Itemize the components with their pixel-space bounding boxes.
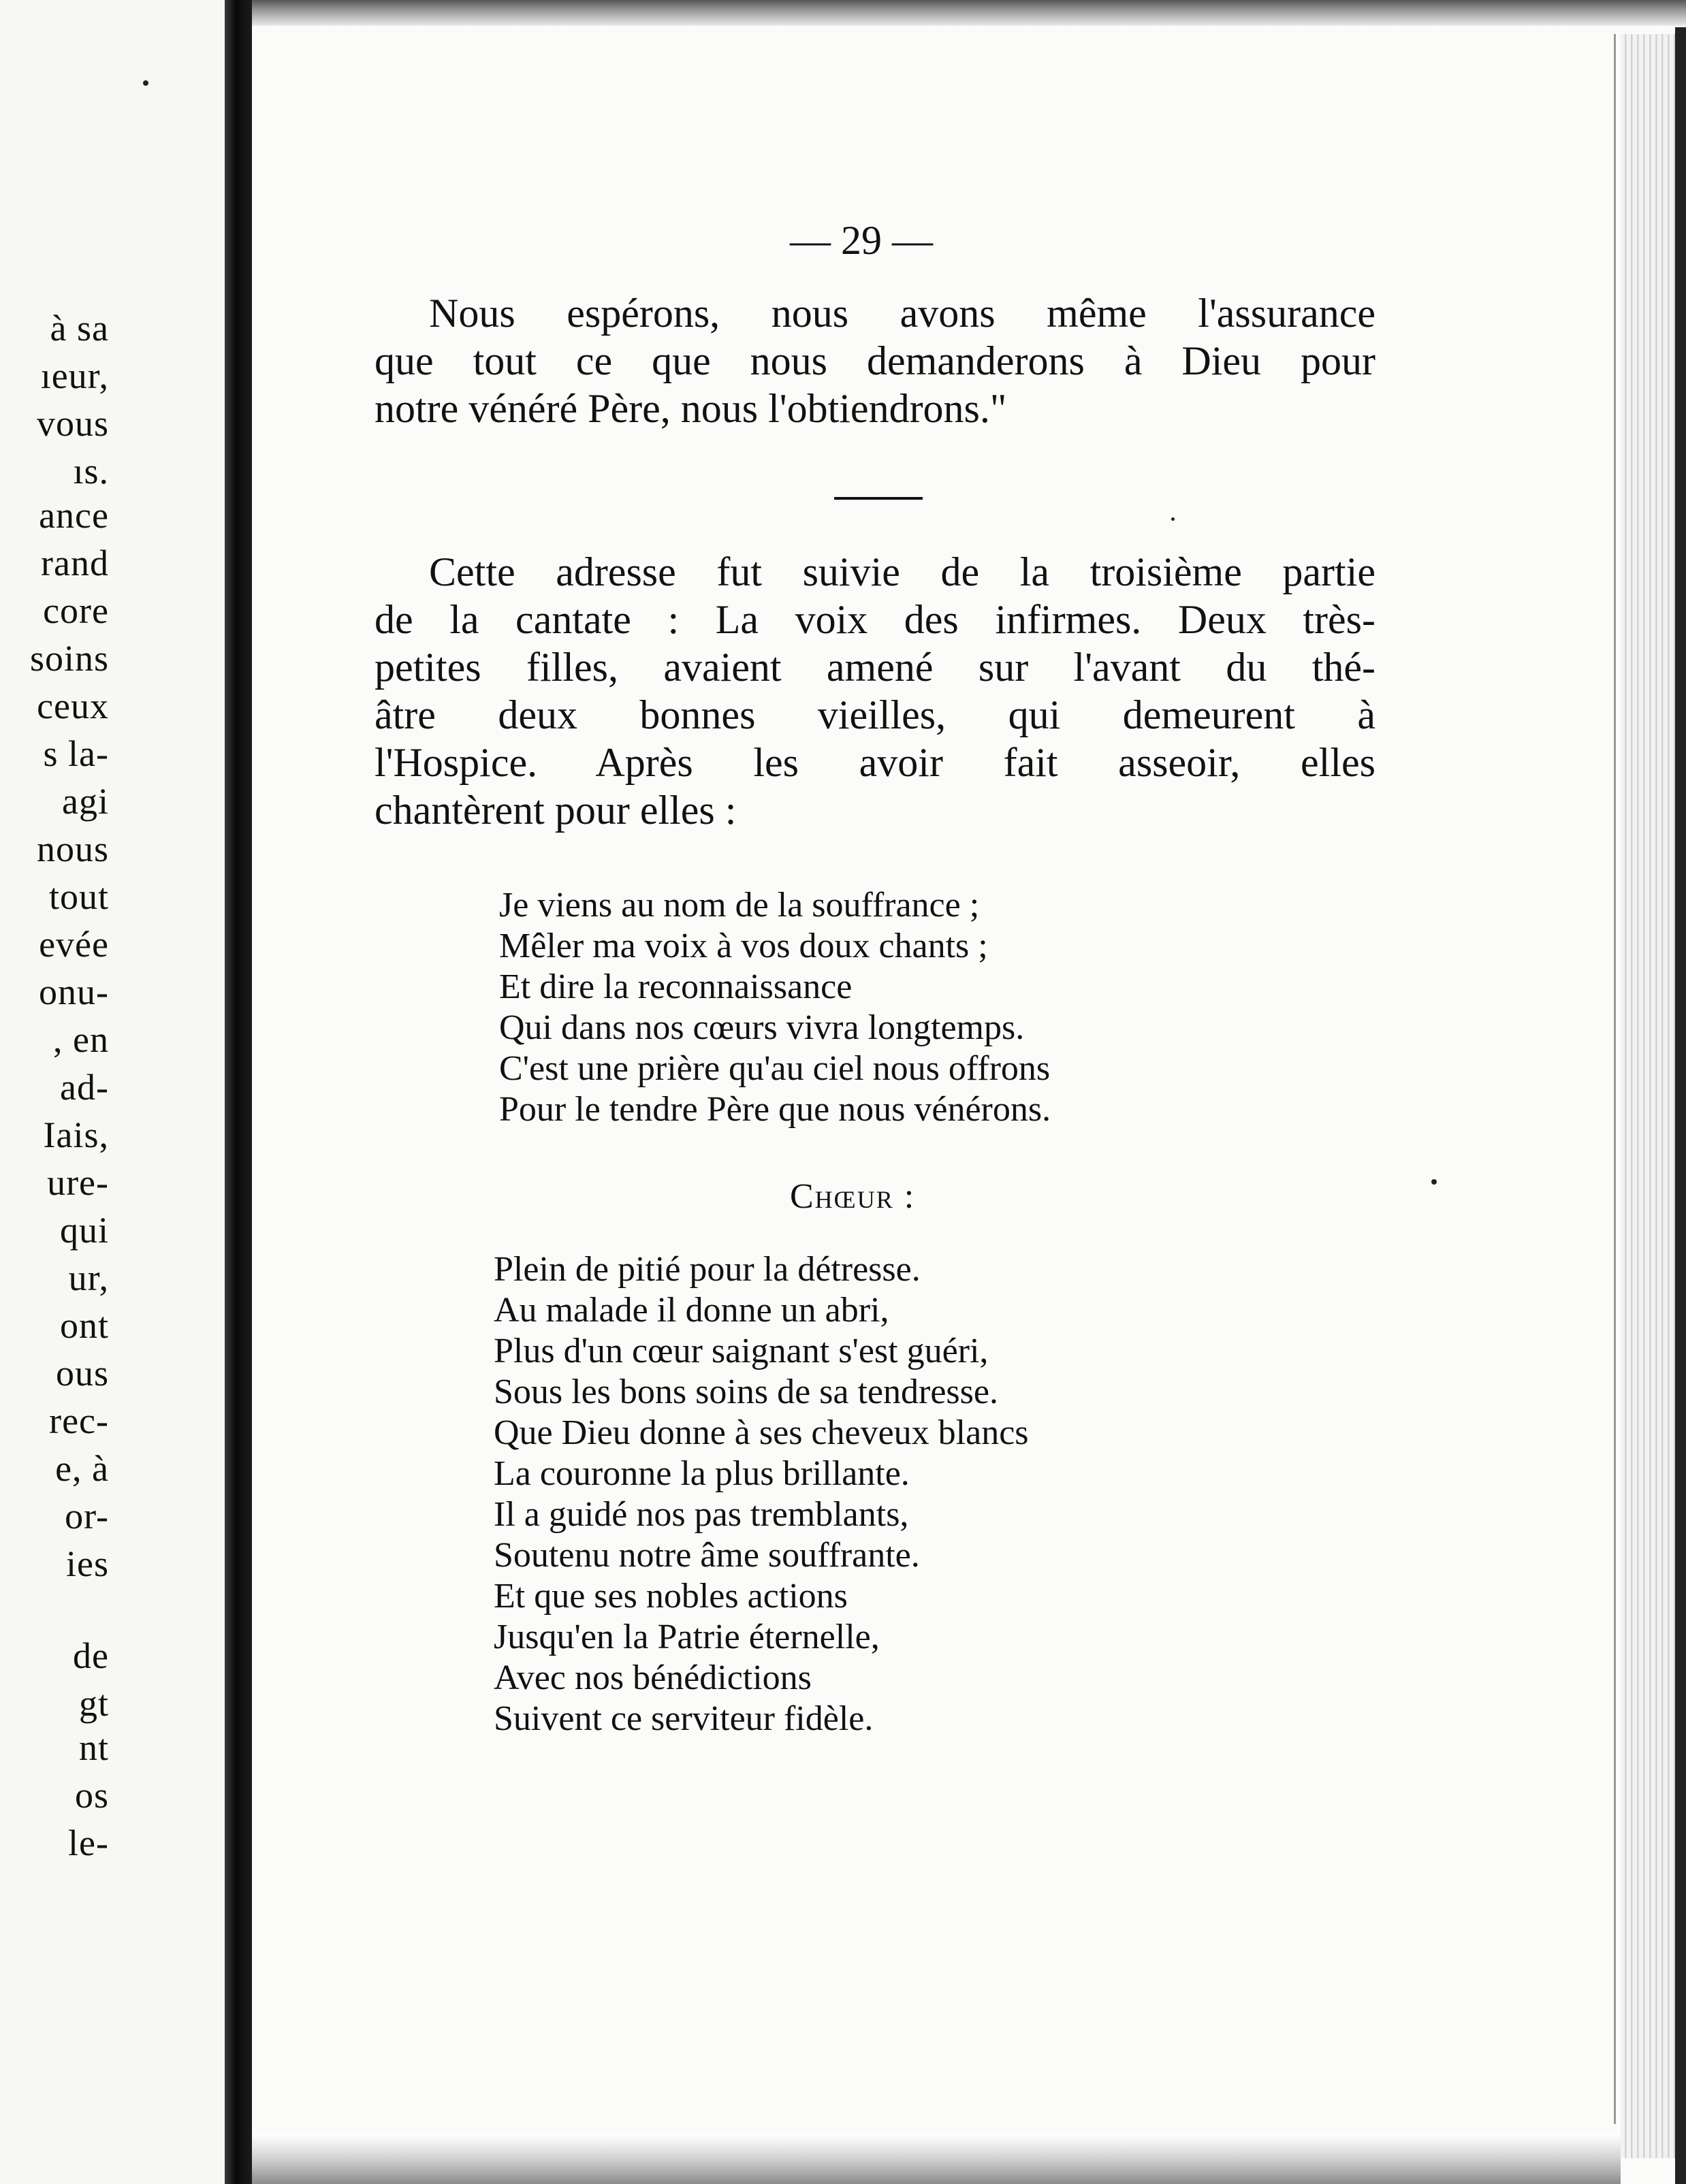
verse-line: Et dire la reconnaissance <box>499 967 853 1006</box>
section-divider <box>834 497 923 500</box>
scan-speck <box>143 80 148 86</box>
left-fragment-line: ıeur, <box>40 355 109 396</box>
left-fragment-line: onu- <box>39 971 109 1012</box>
scan-speck <box>1171 517 1175 521</box>
left-fragment-line: ceux <box>37 686 109 726</box>
left-fragment-line: , en <box>53 1019 109 1060</box>
left-fragment-line: de <box>73 1635 109 1676</box>
left-fragment-line: os <box>74 1775 109 1816</box>
chorus-line: Jusqu'en la Patrie éternelle, <box>494 1618 880 1656</box>
chorus-line: Plein de pitié pour la détresse. <box>494 1250 921 1289</box>
paragraph-closing-address <box>375 289 1375 432</box>
left-fragment-line: or- <box>65 1496 109 1537</box>
page-number: — 29 — <box>790 218 933 263</box>
left-fragment-line: rand <box>41 543 109 583</box>
verse-line: Je viens au nom de la souffrance ; <box>499 886 980 925</box>
chorus-line: Que Dieu donne à ses cheveux blancs <box>494 1413 1029 1452</box>
left-fragment-line: ont <box>59 1305 109 1346</box>
book-gutter <box>225 0 252 2184</box>
verse-line: Qui dans nos cœurs vivra longtemps. <box>499 1008 1025 1047</box>
verse-stanza <box>499 885 1051 1130</box>
chorus-line: Avec nos bénédictions <box>494 1658 812 1697</box>
left-fragment-line: Iais, <box>43 1114 109 1155</box>
chorus-line: Soutenu notre âme souffrante. <box>494 1536 920 1575</box>
paragraph-cantata-intro <box>375 548 1375 834</box>
left-fragment-line: evée <box>39 924 109 965</box>
left-fragment-line: tout <box>48 876 109 917</box>
chorus-line: Sous les bons soins de sa tendresse. <box>494 1372 998 1411</box>
verse-line: Pour le tendre Père que nous vénérons. <box>499 1090 1051 1129</box>
left-fragment-line: nous <box>36 829 109 869</box>
chorus-line: La couronne la plus brillante. <box>494 1454 910 1493</box>
chorus-line: Et que ses nobles actions <box>494 1577 848 1616</box>
page-stack-shadow <box>1675 27 1686 2184</box>
left-fragment-line: gt <box>78 1683 109 1724</box>
text-line: notre vénéré Père, nous l'obtiendrons." <box>375 386 1007 431</box>
left-fragment-line: ure- <box>47 1162 109 1203</box>
page-edge-bottom <box>252 2134 1621 2184</box>
text-line: l'Hospice. Après les avoir fait asseoir, elles <box>375 740 1375 785</box>
left-fragment-line: qui <box>59 1210 109 1251</box>
left-fragment-line: core <box>43 590 109 631</box>
chorus-line: Suivent ce serviteur fidèle. <box>494 1699 874 1738</box>
chorus-heading: Chœur : <box>790 1177 916 1216</box>
left-fragment-line: ad- <box>60 1067 109 1108</box>
left-fragment-line: nt <box>78 1727 109 1768</box>
left-fragment-line: ies <box>66 1543 109 1584</box>
left-fragment-line: ıs. <box>73 451 109 492</box>
verse-line: Mêler ma voix à vos doux chants ; <box>499 927 988 965</box>
left-fragment-line: ance <box>39 495 109 536</box>
left-page-fragment <box>0 0 225 2184</box>
left-fragment-line: soins <box>29 638 109 679</box>
chorus-stanza <box>494 1249 1029 1739</box>
left-fragment-line: s la- <box>43 733 109 774</box>
text-line: Cette adresse fut suivie de la troisième partie <box>429 549 1375 594</box>
text-line: chantèrent pour elles : <box>375 788 737 833</box>
text-line: que tout ce que nous demanderons à Dieu pour <box>375 338 1375 383</box>
scan-speck <box>1431 1179 1437 1185</box>
left-fragment-line: e, à <box>55 1448 109 1489</box>
left-fragment-line: à sa <box>50 308 109 349</box>
text-line: âtre deux bonnes vieilles, qui demeurent à <box>375 692 1375 737</box>
left-fragment-line: le- <box>68 1822 109 1863</box>
text-line: petites filles, avaient amené sur l'avant du thé- <box>375 645 1375 690</box>
left-fragment-line: ur, <box>68 1257 109 1298</box>
left-fragment-line: agi <box>62 781 109 822</box>
chorus-line: Plus d'un cœur saignant s'est guéri, <box>494 1332 989 1370</box>
left-fragment-line: rec- <box>49 1400 109 1441</box>
left-fragment-line: vous <box>36 403 109 444</box>
text-line: Nous espérons, nous avons même l'assurance <box>429 291 1375 336</box>
verse-line: C'est une prière qu'au ciel nous offrons <box>499 1049 1051 1088</box>
page-edge-top <box>252 0 1686 26</box>
chorus-line: Il a guidé nos pas tremblants, <box>494 1495 909 1534</box>
left-fragment-line: ous <box>55 1353 109 1394</box>
chorus-line: Au malade il donne un abri, <box>494 1291 889 1330</box>
text-line: de la cantate : La voix des infirmes. Deux très- <box>375 597 1375 642</box>
